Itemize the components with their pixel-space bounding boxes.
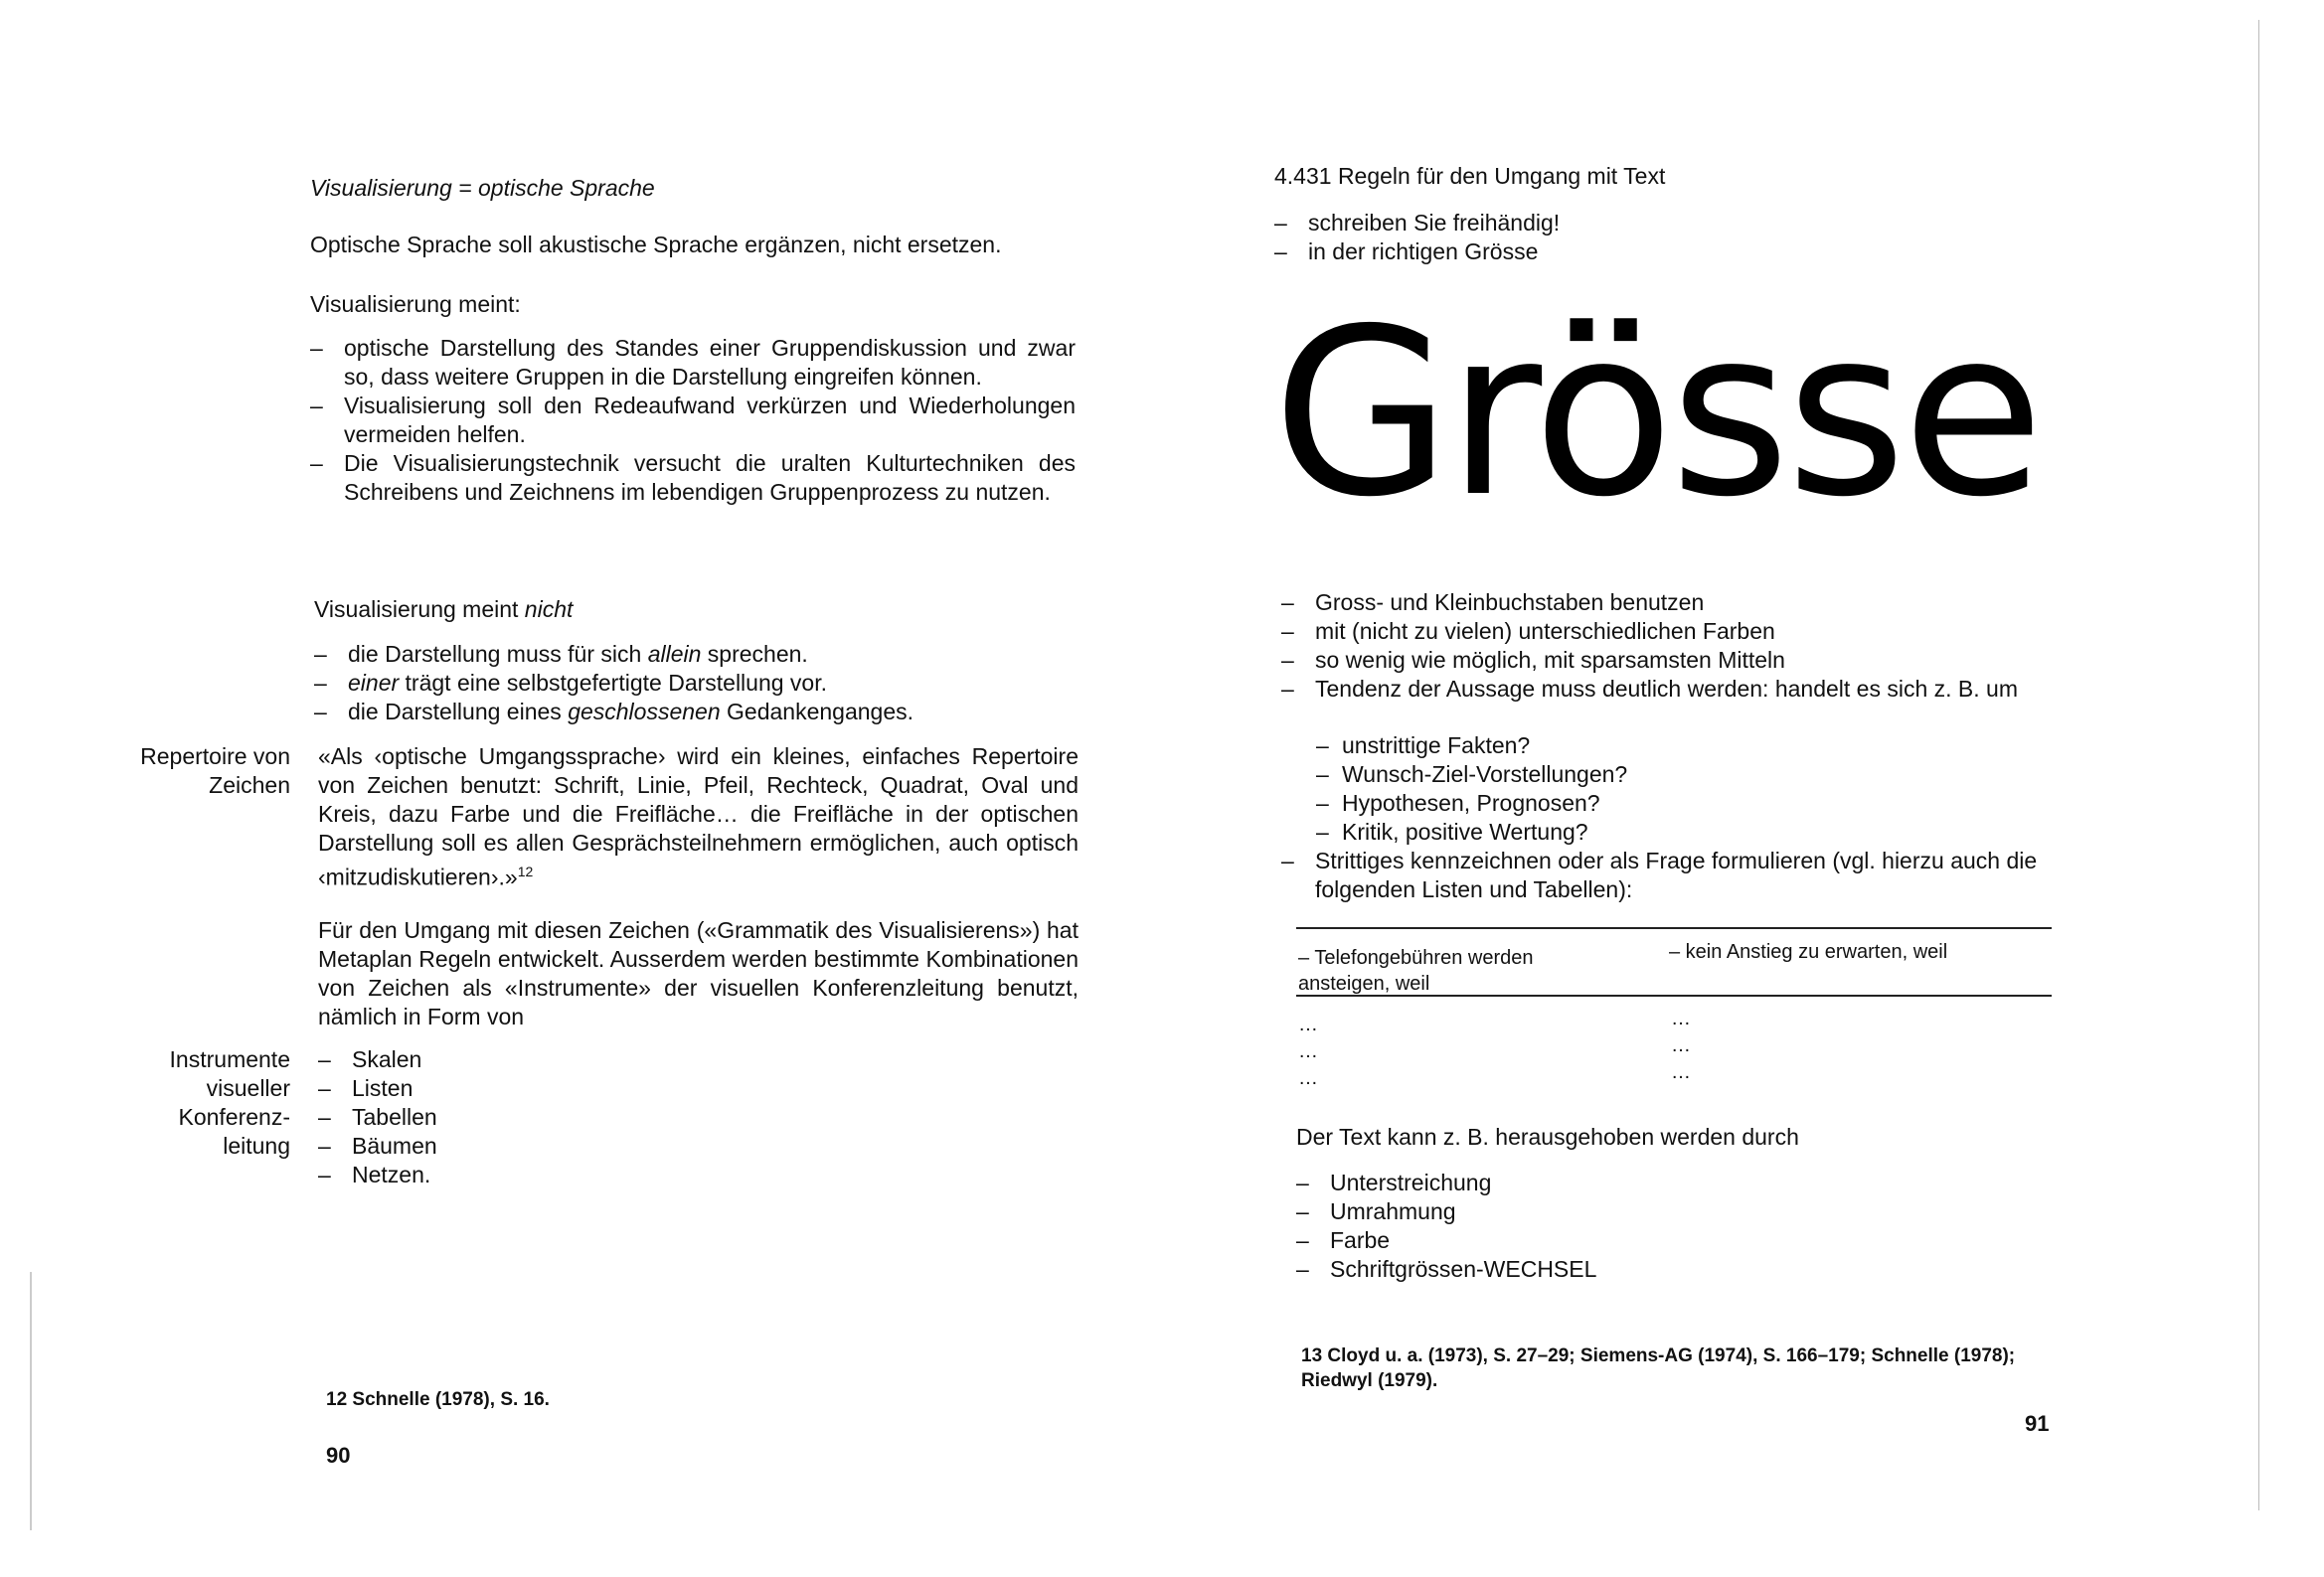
list-item: – Kritik, positive Wertung?	[1316, 818, 1813, 847]
list-item: – die Darstellung muss für sich allein sprechen.	[314, 640, 1079, 669]
list-item: – Schriftgrössen-WECHSEL	[1296, 1255, 1893, 1284]
margin-note-instrumente: Instrumente visueller Konferenz- leitung	[169, 1046, 290, 1159]
list-item: – schreiben Sie freihändig!	[1274, 209, 1871, 237]
scan-edge-left	[30, 1272, 32, 1530]
list-item: – so wenig wie möglich, mit sparsamsten Mitteln	[1281, 646, 2057, 675]
big-word-example: Grösse	[1272, 279, 2041, 548]
table-top-rule	[1296, 927, 2052, 929]
table-bottom-rule	[1296, 995, 2052, 997]
list-item: – Die Visualisierungstechnik versucht die uralten Kulturtechniken des Schreibens und Zeichnens im lebendigen Gruppenprozess zu nutzen.	[310, 449, 1076, 507]
list-item: – Gross- und Kleinbuchstaben benutzen	[1281, 588, 2057, 617]
list-item: – Tendenz der Aussage muss deutlich werden: handelt es sich z. B. um	[1281, 675, 2057, 704]
list-item: – Strittiges kennzeichnen oder als Frage formulieren (vgl. hierzu auch die folgenden Listen und Tabellen):	[1281, 847, 2057, 904]
section-heading: Visualisierung = optische Sprache	[310, 175, 655, 201]
list-item: – Bäumen	[318, 1132, 716, 1161]
list-item: – einer trägt eine selbstgefertigte Darstellung vor.	[314, 669, 1079, 698]
quote-paragraph: «Als ‹optische Umgangssprache› wird ein kleines, einfaches Repertoire von Zeichen benutzt: Schrift, Linie, Pfeil, Rechteck, Quadrat, Oval und Kreis, dazu Farbe und die Freifläche… die Freifläche in der optischen Darstellung soll es allen Gesprächsteilnehmern ermöglichen, auch optisch ‹mitzudiskutieren›.»$^{12}$	[318, 743, 1079, 890]
page-number: 91	[2025, 1411, 2050, 1436]
list-item: – die Darstellung eines geschlossenen Gedankenganges.	[314, 698, 1079, 726]
list-item: – Umrahmung	[1296, 1197, 1893, 1226]
footnote: 13 Cloyd u. a. (1973), S. 27–29; Siemens-AG (1974), S. 166–179; Schnelle (1978); Riedwyl (1979).	[1301, 1345, 2016, 1391]
list-item: – Wunsch-Ziel-Vorstellungen?	[1316, 760, 1813, 789]
grammar-paragraph: Für den Umgang mit diesen Zeichen («Grammatik des Visualisierens») hat Metaplan Regeln entwickelt. Ausserdem werden bestimmte Kombinationen von Zeichen als «Instrumente» der visuellen Konferenzleitung benutzt, nämlich in Form von	[318, 917, 1079, 1029]
list-item: – mit (nicht zu vielen) unterschiedlichen Farben	[1281, 617, 2057, 646]
list-item: – Tabellen	[318, 1103, 716, 1132]
table-cell-left: – Telefongebühren werden ansteigen, weil	[1298, 947, 1534, 995]
list-item: – Skalen	[318, 1045, 716, 1074]
page-number: 90	[326, 1443, 351, 1468]
intro-text: Optische Sprache soll akustische Sprache ergänzen, nicht ersetzen.	[310, 232, 1002, 257]
sub-list	[1316, 731, 1813, 847]
margin-note-repertoire: Repertoire von Zeichen	[140, 743, 290, 798]
list-item: – optische Darstellung des Standes einer Gruppendiskussion und zwar so, dass weitere Gruppen in die Darstellung eingreifen können.	[310, 334, 1076, 392]
meint-label: Visualisierung meint:	[310, 291, 521, 317]
list-item: – unstrittige Fakten?	[1316, 731, 1813, 760]
table-cell-right: – kein Anstieg zu erwarten, weil	[1669, 941, 1948, 963]
scan-edge-line	[2258, 20, 2259, 1510]
nicht-list	[314, 640, 1079, 726]
rules-list	[1281, 588, 2057, 704]
list-item: – Unterstreichung	[1296, 1169, 1893, 1197]
list-item: – Farbe	[1296, 1226, 1893, 1255]
footnote-ref: 12	[517, 864, 534, 879]
footnote: 12 Schnelle (1978), S. 16.	[326, 1389, 550, 1410]
highlight-list	[1296, 1169, 1893, 1284]
top-list	[1274, 209, 1871, 266]
list-item: – Visualisierung soll den Redeaufwand verkürzen und Wiederholungen vermeiden helfen.	[310, 392, 1076, 449]
section-heading: 4.431 Regeln für den Umgang mit Text	[1274, 163, 1666, 189]
table-dots-right: … … …	[1671, 1008, 1694, 1083]
table-dots-left: … … …	[1298, 1014, 1321, 1089]
list-item: – Listen	[318, 1074, 716, 1103]
highlight-intro: Der Text kann z. B. herausgehoben werden durch	[1296, 1124, 1799, 1150]
right-page	[1162, 0, 2324, 1577]
meint-list	[310, 334, 1076, 507]
list-item: – in der richtigen Grösse	[1274, 237, 1871, 266]
list-item: – Netzen.	[318, 1161, 716, 1189]
list-item: – Hypothesen, Prognosen?	[1316, 789, 1813, 818]
rules-list-last	[1281, 847, 2057, 904]
instrument-list	[318, 1045, 716, 1189]
nicht-label: Visualisierung meint nicht	[314, 596, 574, 622]
